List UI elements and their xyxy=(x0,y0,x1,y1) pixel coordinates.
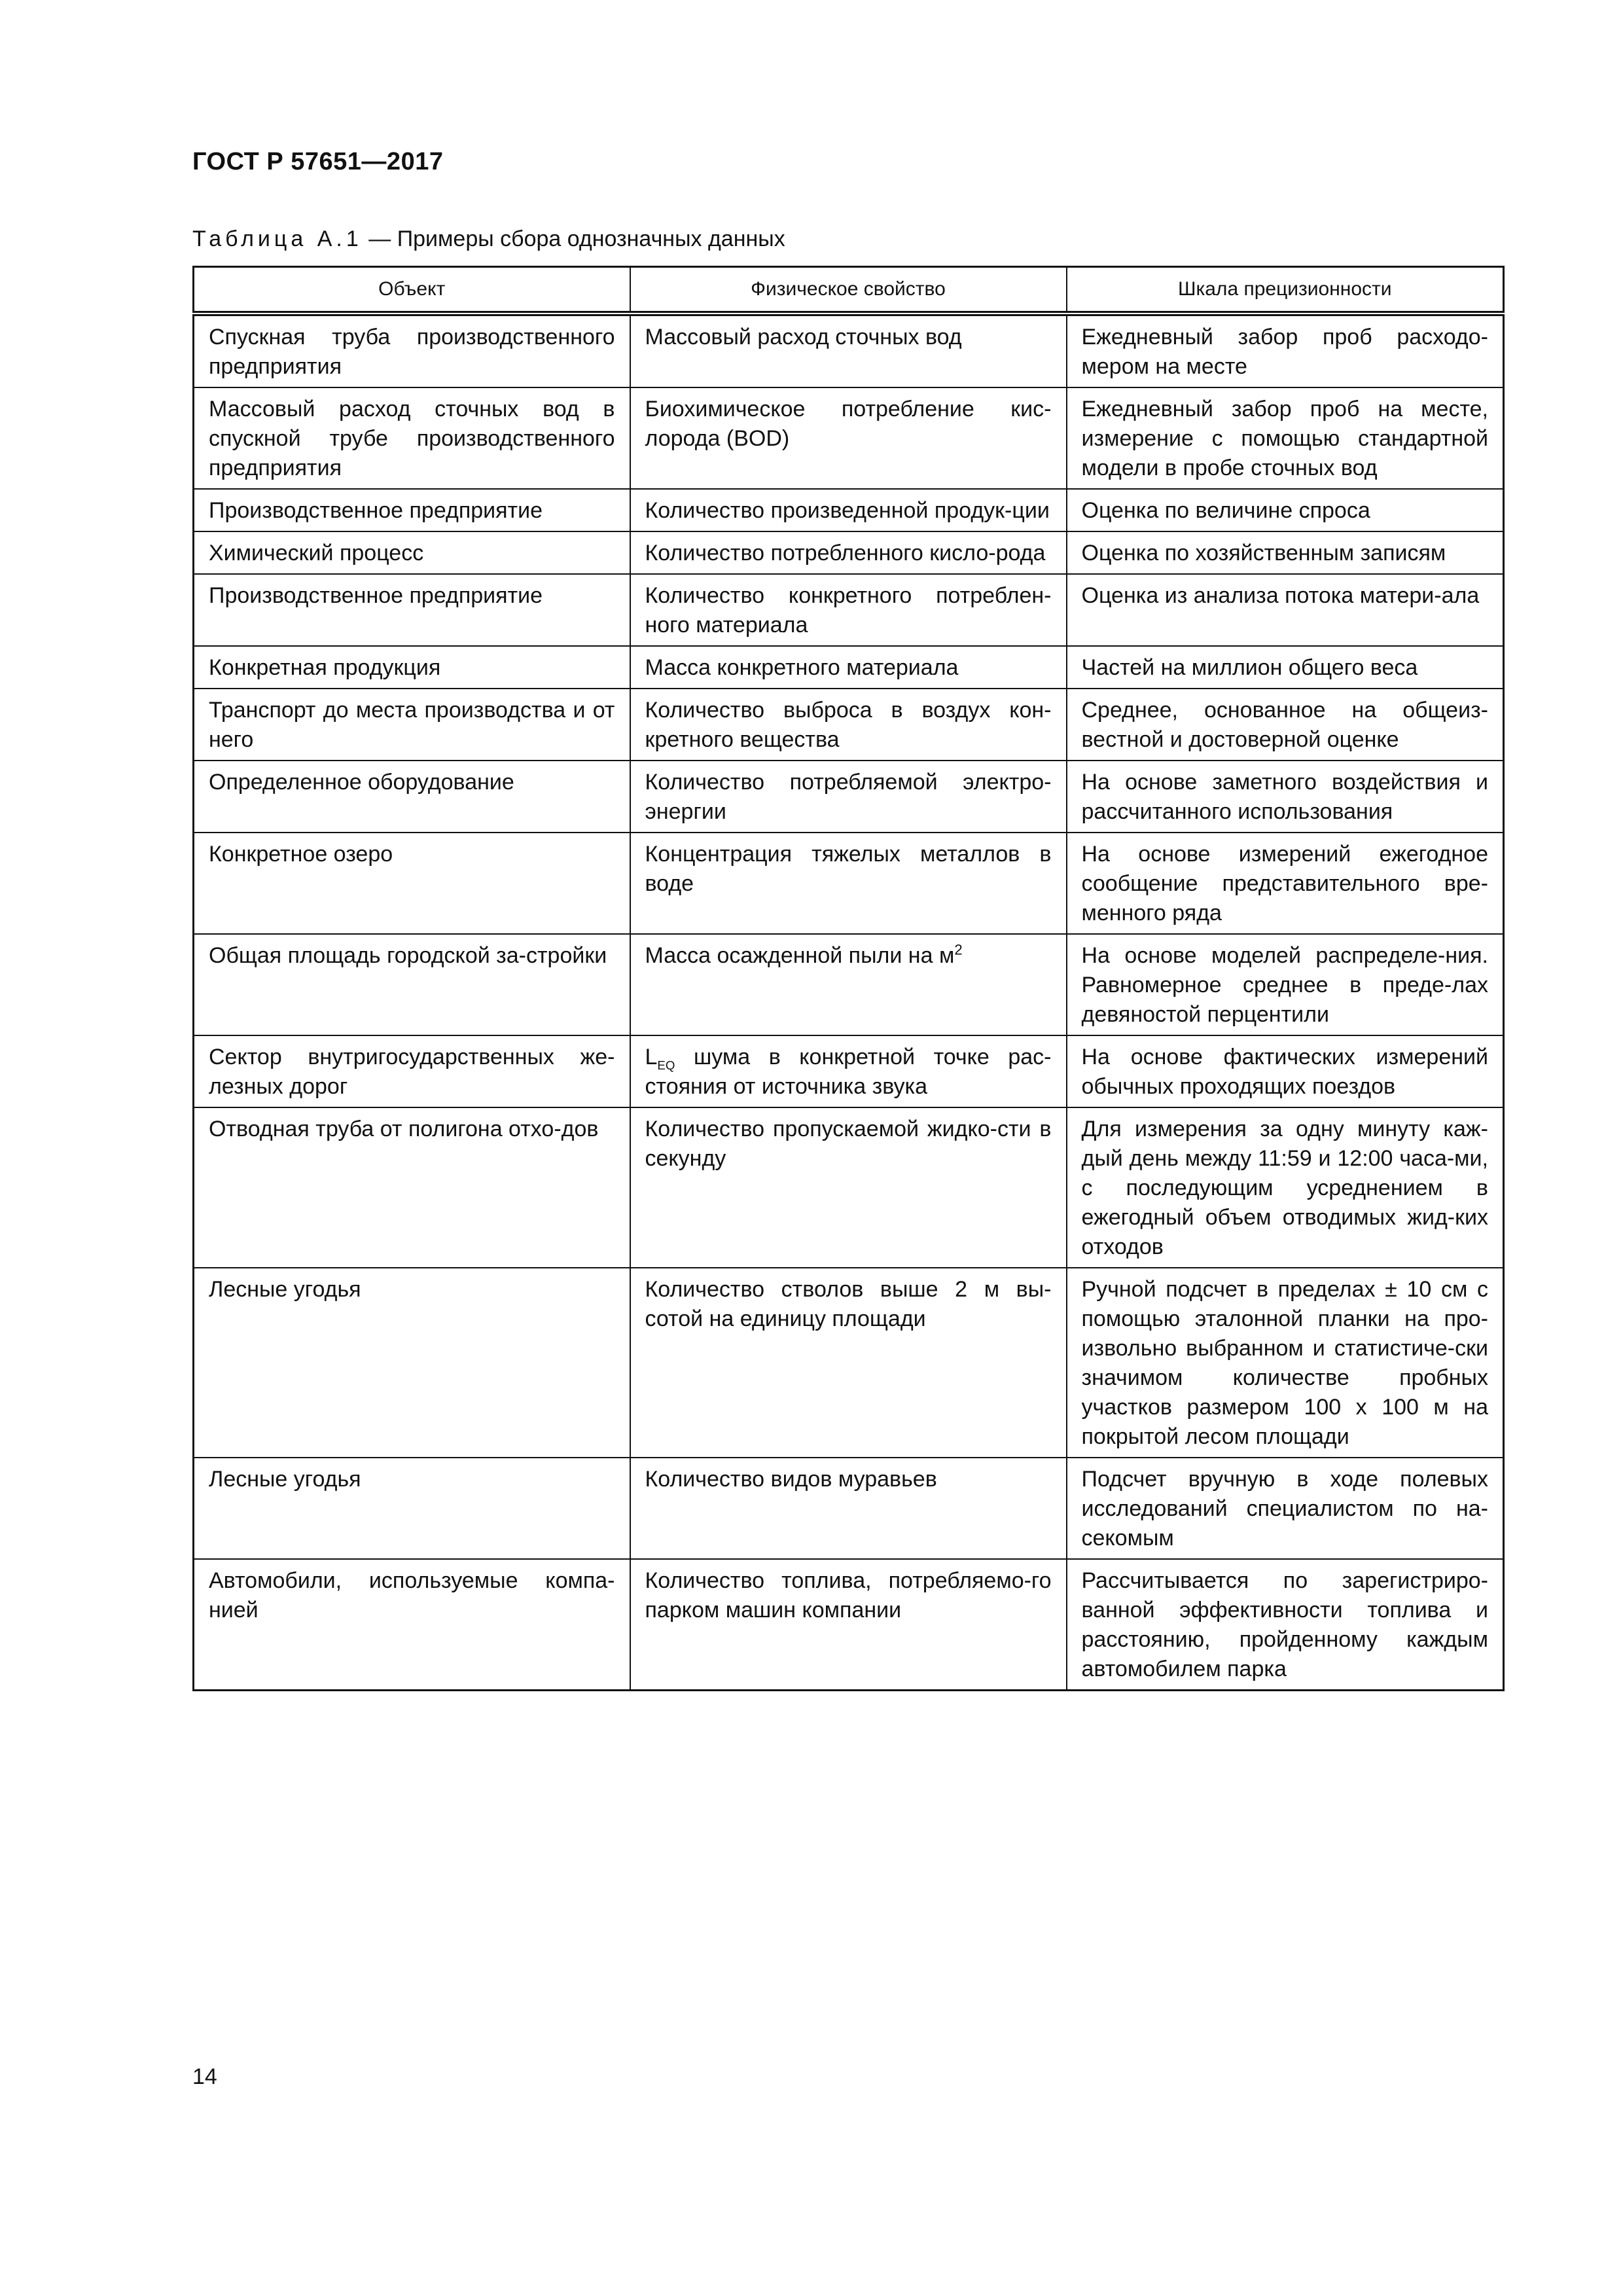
cell-property: Биохимическое потребление кис-лорода (BOD) xyxy=(630,387,1067,489)
property-text: Масса осажденной пыли на м xyxy=(645,943,955,968)
cell-property: Масса конкретного материала xyxy=(630,646,1067,689)
table-row xyxy=(194,1268,1504,1458)
table-header-row xyxy=(194,267,1504,314)
cell-property: Концентрация тяжелых металлов в воде xyxy=(630,833,1067,934)
cell-property: Количество конкретного потреблен-ного материала xyxy=(630,574,1067,646)
cell-scale: На основе моделей распределе-ния. Равномерное среднее в преде-лах девяностой перцентили xyxy=(1067,934,1504,1035)
cell-object: Сектор внутригосударственных же-лезных дорог xyxy=(194,1035,630,1107)
cell-property: Количество топлива, потребляемо-го парком машин компании xyxy=(630,1559,1067,1691)
cell-object: Производственное предприятие xyxy=(194,574,630,646)
table-row xyxy=(194,314,1504,387)
column-header-scale: Шкала прецизионности xyxy=(1067,267,1504,314)
cell-property: Количество видов муравьев xyxy=(630,1458,1067,1559)
table-row xyxy=(194,1559,1504,1691)
table-row xyxy=(194,1035,1504,1107)
subscript-eq: EQ xyxy=(657,1058,675,1072)
cell-property: Количество выброса в воздух кон-кретного вещества xyxy=(630,689,1067,761)
cell-scale: Оценка из анализа потока матери-ала xyxy=(1067,574,1504,646)
table-row xyxy=(194,531,1504,574)
cell-scale: Рассчитывается по зарегистриро-ванной эффективности топлива и расстоянию, пройденному каждым автомобилем парка xyxy=(1067,1559,1504,1691)
table-row xyxy=(194,1107,1504,1268)
table-row xyxy=(194,689,1504,761)
table-row xyxy=(194,489,1504,531)
table-row xyxy=(194,574,1504,646)
property-symbol: L xyxy=(645,1045,658,1069)
cell-scale: Подсчет вручную в ходе полевых исследований специалистом по на-секомым xyxy=(1067,1458,1504,1559)
cell-scale: Оценка по хозяйственным записям xyxy=(1067,531,1504,574)
cell-scale: На основе измерений ежегодное сообщение представительного вре-менного ряда xyxy=(1067,833,1504,934)
cell-scale: Оценка по величине спроса xyxy=(1067,489,1504,531)
cell-object: Химический процесс xyxy=(194,531,630,574)
cell-property xyxy=(630,1035,1067,1107)
page-number: 14 xyxy=(192,2064,217,2089)
cell-property xyxy=(630,934,1067,1035)
document-header: ГОСТ Р 57651—2017 xyxy=(192,148,444,175)
cell-object: Лесные угодья xyxy=(194,1458,630,1559)
table-row xyxy=(194,934,1504,1035)
cell-object: Массовый расход сточных вод в спускной трубе производственного предприятия xyxy=(194,387,630,489)
table-row xyxy=(194,833,1504,934)
cell-property: Массовый расход сточных вод xyxy=(630,314,1067,387)
superscript-exponent: 2 xyxy=(954,941,963,958)
cell-property: Количество произведенной продук-ции xyxy=(630,489,1067,531)
cell-object: Конкретная продукция xyxy=(194,646,630,689)
table-row xyxy=(194,761,1504,833)
column-header-object: Объект xyxy=(194,267,630,314)
cell-object: Производственное предприятие xyxy=(194,489,630,531)
table-row xyxy=(194,387,1504,489)
table-caption-label: Таблица А.1 xyxy=(192,226,363,251)
cell-object: Определенное оборудование xyxy=(194,761,630,833)
cell-object: Общая площадь городской за-стройки xyxy=(194,934,630,1035)
cell-scale: Ручной подсчет в пределах ± 10 см с помощью эталонной планки на про-извольно выбранном и статистиче-ски значимом количестве пробных участков размером 100 х 100 м на покрытой лесом площади xyxy=(1067,1268,1504,1458)
column-header-property: Физическое свойство xyxy=(630,267,1067,314)
cell-scale: На основе заметного воздействия и рассчитанного использования xyxy=(1067,761,1504,833)
table-row xyxy=(194,1458,1504,1559)
table-caption xyxy=(192,226,785,252)
examples-table xyxy=(192,266,1505,1691)
cell-scale: Среднее, основанное на общеиз-вестной и достоверной оценке xyxy=(1067,689,1504,761)
cell-object: Конкретное озеро xyxy=(194,833,630,934)
cell-object: Лесные угодья xyxy=(194,1268,630,1458)
property-text: шума в конкретной точке рас-стояния от источника звука xyxy=(645,1045,1052,1099)
cell-scale: Для измерения за одну минуту каж-дый день между 11:59 и 12:00 часа-ми, с последующим усреднением в ежегодный объем отводимых жид-ких отходов xyxy=(1067,1107,1504,1268)
cell-scale: Ежедневный забор проб расходо-мером на месте xyxy=(1067,314,1504,387)
table-caption-text: — Примеры сбора однозначных данных xyxy=(362,226,785,251)
cell-scale: На основе фактических измерений обычных проходящих поездов xyxy=(1067,1035,1504,1107)
cell-property: Количество пропускаемой жидко-сти в секунду xyxy=(630,1107,1067,1268)
cell-object: Спускная труба производственного предприятия xyxy=(194,314,630,387)
cell-object: Отводная труба от полигона отхо-дов xyxy=(194,1107,630,1268)
table-row xyxy=(194,646,1504,689)
cell-scale: Ежедневный забор проб на месте, измерение с помощью стандартной модели в пробе сточных вод xyxy=(1067,387,1504,489)
cell-property: Количество потребляемой электро-энергии xyxy=(630,761,1067,833)
cell-scale: Частей на миллион общего веса xyxy=(1067,646,1504,689)
cell-property: Количество потребленного кисло-рода xyxy=(630,531,1067,574)
cell-object: Транспорт до места производства и от него xyxy=(194,689,630,761)
cell-property: Количество стволов выше 2 м вы-сотой на единицу площади xyxy=(630,1268,1067,1458)
cell-object: Автомобили, используемые компа-нией xyxy=(194,1559,630,1691)
